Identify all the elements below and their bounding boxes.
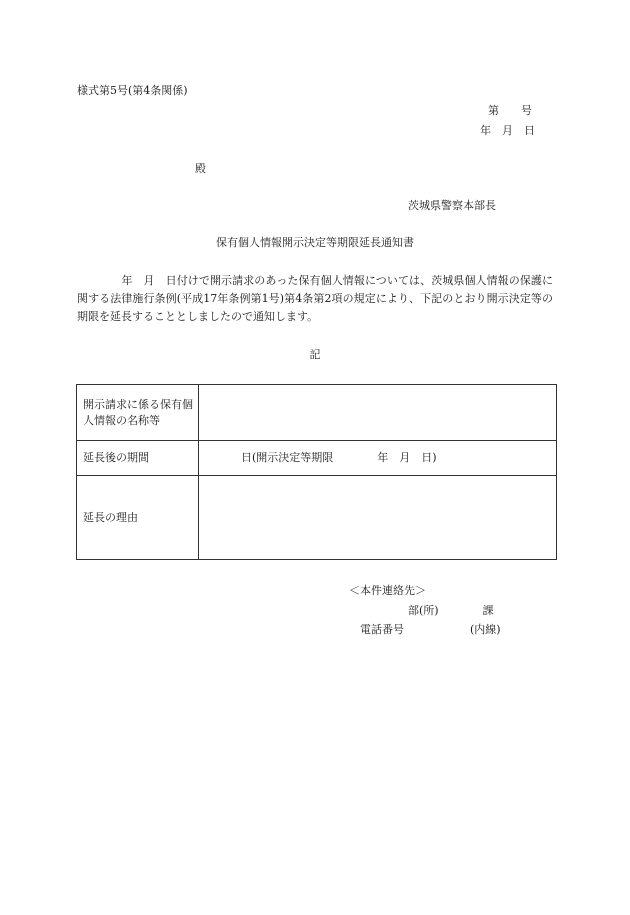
table-label-request-text: 開示請求に係る保有個人情報の名称等	[83, 397, 193, 427]
form-number: 様式第5号(第4条関係)	[77, 84, 188, 97]
table-label-reason	[77, 476, 199, 560]
table-row-request	[77, 385, 557, 441]
contact-title: ＜本件連絡先＞	[349, 584, 426, 597]
contact-phone-line: 電話番号 (内線)	[360, 623, 501, 636]
body-text: 年 月 日付けで開示請求のあった保有個人情報については、茨城県個人情報の保護に関する法律施行条例(平成17年条例第1号)第4条第2項の規定により、下記のとおり開示決定等の期限を延長することとしましたので通知します。	[77, 274, 553, 323]
table-value-reason	[199, 476, 557, 560]
sender: 茨城県警察本部長	[408, 199, 496, 212]
table-label-period-text: 延長後の期間	[83, 451, 149, 464]
contact-department-line: 部(所) 課	[408, 604, 494, 617]
ki-label: 記	[309, 348, 321, 361]
table-row-reason	[77, 476, 557, 560]
info-table	[76, 384, 557, 560]
table-value-request	[199, 385, 557, 441]
document-number-line: 第 号	[488, 104, 532, 117]
table-row-period	[77, 441, 557, 476]
document-date-line: 年 月 日	[480, 124, 535, 137]
table-label-request	[77, 385, 199, 441]
table-label-reason-text: 延長の理由	[83, 510, 138, 524]
table-label-period	[77, 441, 199, 476]
addressee: 殿	[195, 162, 206, 175]
document-title: 保有個人情報開示決定等期限延長通知書	[216, 236, 414, 249]
table-value-period: 日(開示決定等期限 年 月 日)	[199, 441, 557, 476]
